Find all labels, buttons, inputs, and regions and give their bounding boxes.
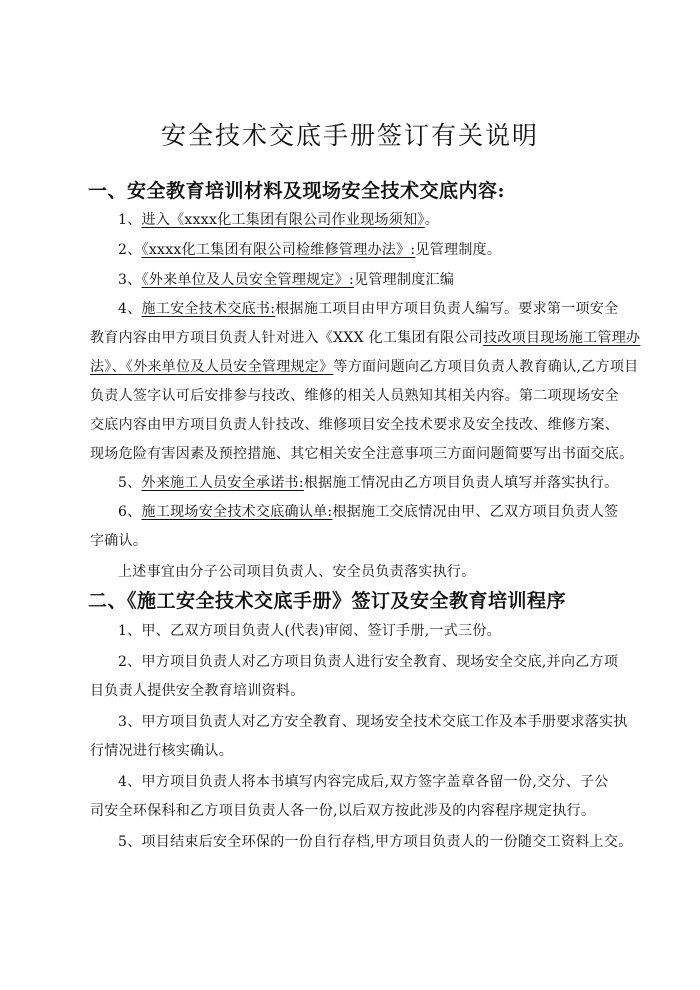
s1-item1-link[interactable]: 进入《xxxx化工集团有限公司作业现场须知》 bbox=[141, 212, 425, 228]
s1-item2 bbox=[90, 236, 650, 266]
s1-item6-line1 bbox=[90, 498, 650, 528]
s1-item3 bbox=[90, 266, 650, 296]
s1-item5 bbox=[90, 469, 650, 499]
s1-item4-line3 bbox=[90, 353, 639, 383]
s2-item3-line2: 行情况进行核实确认。 bbox=[90, 743, 233, 759]
s1-item6-link[interactable]: 施工现场安全技术交底确认单: bbox=[141, 504, 333, 520]
s1-item5-suffix: 根据施工情况由乙方项目负责人填写并落实执行。 bbox=[303, 475, 619, 491]
s1-item1-suffix: 。 bbox=[424, 212, 440, 228]
s2-item3-line1: 3、甲方项目负责人对乙方安全教育、现场安全技术交底工作及本手册要求落实执 bbox=[118, 714, 628, 730]
section2-heading: 二、《施工安全技术交底手册》签订及安全教育培训程序 bbox=[88, 590, 567, 612]
s1-item4-line3-link[interactable]: 法》、《外来单位及人员安全管理规定》 bbox=[90, 359, 334, 375]
s2-item4-line2: 司安全环保科和乙方项目负责人各一份,以后双方按此涉及的内容程序规定执行。 bbox=[90, 803, 596, 819]
s1-item2-suffix: 见管理制度。 bbox=[415, 242, 502, 258]
s1-item6-line1-rest: 根据施工交底情况由甲、乙双方项目负责人签 bbox=[332, 504, 619, 520]
s1-item2-link[interactable]: 《xxxx化工集团有限公司检维修管理办法》: bbox=[141, 242, 416, 258]
section1-heading: 一、安全教育培训材料及现场安全技术交底内容: bbox=[88, 180, 506, 202]
s1-item4-line6: 现场危险有害因素及预控措施、其它相关安全注意事项三方面问题简要写出书面交底。 bbox=[90, 446, 634, 462]
s1-item1-prefix: 1、 bbox=[118, 212, 142, 228]
s1-item4-line2-text: 教育内容由甲方项目负责人针对进入《XXX 化工集团有限公司 bbox=[90, 330, 484, 346]
s1-item4-line2-link[interactable]: 技改项目现场施工管理办 bbox=[483, 330, 641, 346]
s1-item1 bbox=[90, 206, 650, 236]
s1-item4-prefix: 4、 bbox=[118, 301, 142, 317]
s1-item3-prefix: 3、 bbox=[118, 272, 142, 288]
s1-item4-line2 bbox=[90, 324, 641, 354]
s1-item3-link[interactable]: 《外来单位及人员安全管理规定》: bbox=[141, 272, 355, 288]
s1-item4-link[interactable]: 施工安全技术交底书: bbox=[141, 301, 276, 317]
s1-item4-line1 bbox=[90, 295, 650, 325]
s1-item6-prefix: 6、 bbox=[118, 504, 142, 520]
s2-item2-line1: 2、甲方项目负责人对乙方项目负责人进行安全教育、现场安全交底,并向乙方项 bbox=[118, 654, 619, 670]
s1-note: 上述事宜由分子公司项目负责人、安全员负责落实执行。 bbox=[118, 564, 476, 580]
s1-item2-prefix: 2、 bbox=[118, 242, 142, 258]
s1-item5-prefix: 5、 bbox=[118, 475, 142, 491]
s2-item5: 5、项目结束后安全环保的一份自行存档,甲方项目负责人的一份随交工资料上交。 bbox=[118, 834, 633, 850]
s1-item4-line1-rest: 根据施工项目由甲方项目负责人编写。要求第一项安全 bbox=[275, 301, 619, 317]
document-title: 安全技术交底手册签订有关说明 bbox=[160, 121, 539, 150]
s1-item5-link[interactable]: 外来施工人员安全承诺书: bbox=[141, 475, 304, 491]
s1-item6-line2: 字确认。 bbox=[90, 533, 148, 549]
s1-item4-line3-text: 等方面问题向乙方项目负责人教育确认,乙方项目 bbox=[333, 359, 639, 375]
s1-item3-suffix: 见管理制度汇编 bbox=[354, 272, 455, 288]
s2-item2-line2: 目负责人提供安全教育培训资料。 bbox=[90, 683, 305, 699]
s1-item4-line4: 负责人签字认可后安排参与技改、维修的相关人员熟知其相关内容。第二项现场安全 bbox=[90, 388, 620, 404]
s1-item4-line5: 交底内容由甲方项目负责人针技改、维修项目安全技术要求及安全技改、维修方案、 bbox=[90, 417, 620, 433]
s2-item1: 1、甲、乙双方项目负责人(代表)审阅、签订手册,一式三份。 bbox=[118, 623, 501, 639]
s2-item4-line1: 4、甲方项目负责人将本书填写内容完成后,双方签字盖章各留一份,交分、子公 bbox=[118, 774, 609, 790]
